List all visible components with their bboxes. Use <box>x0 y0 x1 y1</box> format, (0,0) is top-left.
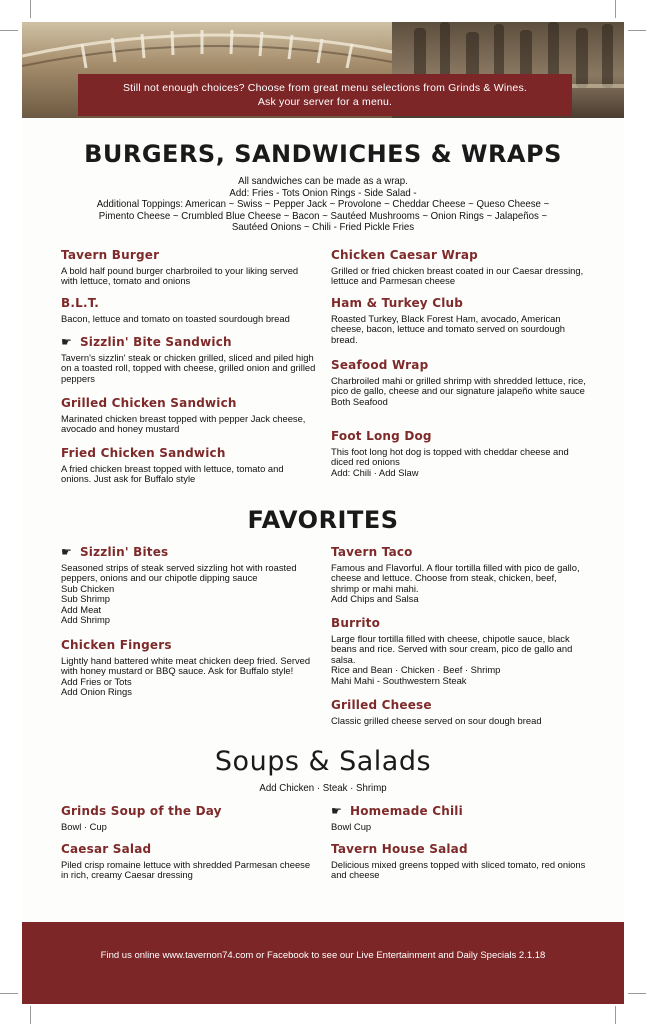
item-name: Sizzlin' Bite Sandwich <box>79 335 232 349</box>
banner-line: Still not enough choices? Choose from great menu selections from Grinds & Wines. <box>122 82 528 94</box>
header-photo <box>22 22 624 118</box>
banner-line: Ask your server for a menu. <box>257 96 393 108</box>
item-name: Grinds Soup of the Day <box>61 804 222 818</box>
menu-item-fried-chicken-sandwich <box>61 446 316 485</box>
menu-item-grilled-chicken-sandwich <box>61 396 316 435</box>
crop-mark <box>628 30 646 31</box>
menu-item-homemade-chili <box>331 804 586 832</box>
item-description: Delicious mixed greens topped with sliced tomato, red onions and cheese <box>331 859 586 881</box>
favorites-section-title: FAVORITES <box>247 506 399 534</box>
item-name: Seafood Wrap <box>331 358 429 372</box>
crop-mark <box>30 1006 31 1024</box>
menu-item-sizzlin-bite-sandwich <box>61 335 316 384</box>
item-name: Fried Chicken Sandwich <box>61 446 226 460</box>
item-name: Tavern Taco <box>331 545 413 559</box>
pointing-hand-icon: ☛ <box>61 545 72 559</box>
item-name: Homemade Chili <box>349 804 463 818</box>
pointing-hand-icon: ☛ <box>331 804 342 818</box>
menu-item-grilled-cheese <box>331 698 586 726</box>
item-description: Seasoned strips of steak served sizzling hot with roasted peppers, onions and our chipotle dipping sauce <box>61 562 297 584</box>
grinds-wines-banner <box>78 74 572 116</box>
footer-bar <box>22 922 624 1004</box>
item-option: Sub Shrimp <box>61 593 110 605</box>
item-option: Mahi Mahi - Southwestern Steak <box>331 674 467 686</box>
item-name: B.L.T. <box>61 296 100 310</box>
item-name: Chicken Caesar Wrap <box>331 248 478 262</box>
menu-item-burrito <box>331 616 586 686</box>
item-option: Add Meat <box>61 603 102 615</box>
note-line: Add: Fries - Tots Onion Rings - Side Salad - <box>229 186 417 199</box>
item-description: Bacon, lettuce and tomato on toasted sourdough bread <box>61 313 290 324</box>
item-description: This foot long hot dog is topped with cheddar cheese and diced red onions <box>331 446 569 468</box>
item-description: Lightly hand battered white meat chicken deep fried. Served with honey mustard or BBQ sauce. Ask for Buffalo style! <box>61 655 311 677</box>
footer-text: Find us online www.tavernon74.com or Facebook to see our Live Entertainment and Daily Specials 2.1.18 <box>100 950 546 961</box>
crop-mark <box>0 993 18 994</box>
menu-item-sizzlin-bites <box>61 545 316 625</box>
menu-item-foot-long-dog <box>331 429 586 478</box>
note-line: All sandwiches can be made as a wrap. <box>238 175 408 187</box>
menu-item-ham-turkey-club <box>331 296 586 345</box>
item-description: A fried chicken breast topped with lettuce, tomato and onions. Just ask for Buffalo style <box>61 463 284 485</box>
item-name: Ham & Turkey Club <box>331 296 464 310</box>
item-name: Burrito <box>331 616 381 630</box>
item-option: Add Shrimp <box>61 614 110 626</box>
note-line: Additional Toppings: American ~ Swiss ~ Pepper Jack ~ Provolone ~ Cheddar Cheese ~ Queso Cheese ~ <box>96 198 550 211</box>
menu-item-tavern-house-salad <box>331 842 586 881</box>
item-name: Tavern House Salad <box>331 842 468 856</box>
item-description: A bold half pound burger charbroiled to your liking served with lettuce, tomato and onions <box>61 265 299 287</box>
item-option: Bowl · Cup <box>61 821 107 832</box>
crop-mark <box>615 1006 616 1024</box>
pointing-hand-icon: ☛ <box>61 335 72 349</box>
item-description: Piled crisp romaine lettuce with shredded Parmesan cheese in rich, creamy Caesar dressing <box>61 859 311 881</box>
menu-item-seafood-wrap <box>331 358 586 407</box>
item-option: Rice and Bean · Chicken · Beef · Shrimp <box>331 664 501 676</box>
item-description: Tavern's sizzlin' steak or chicken grilled, sliced and piled high on a toasted roll, topped with cheese, grilled onion and grilled peppers <box>61 352 316 384</box>
menu-item-chicken-fingers <box>61 638 316 698</box>
note-line: Pimento Cheese ~ Crumbled Blue Cheese ~ Bacon ~ Sautéed Mushrooms ~ Onion Rings ~ Jalapeños ~ <box>98 209 548 222</box>
item-option: Both Seafood <box>331 395 388 407</box>
menu-item-tavern-taco <box>331 545 586 605</box>
menu-item-caesar-salad <box>61 842 316 881</box>
item-name: Sizzlin' Bites <box>79 545 169 559</box>
menu-item-blt <box>61 296 316 324</box>
menu-page <box>22 22 624 1004</box>
item-description: Charbroiled mahi or grilled shrimp with shredded lettuce, rice, pico de gallo, cheese and our signature jalapeño white sauce <box>331 375 586 397</box>
item-description: Classic grilled cheese served on sour dough bread <box>331 715 542 726</box>
crop-mark <box>615 0 616 18</box>
item-description: Marinated chicken breast topped with pepper Jack cheese, avocado and honey mustard <box>61 413 306 435</box>
item-name-heading <box>331 804 586 819</box>
soups-note: Add Chicken · Steak · Shrimp <box>259 782 387 794</box>
item-name: Grilled Chicken Sandwich <box>61 396 237 410</box>
item-option: Add Onion Rings <box>61 686 132 698</box>
menu-item-grinds-soup <box>61 804 316 832</box>
note-line: Sautéed Onions ~ Chili - Fried Pickle Fries <box>231 221 415 234</box>
item-description: Grilled or fried chicken breast coated in our Caesar dressing, lettuce and Parmesan cheese <box>331 265 584 287</box>
item-option: Add: Chili · Add Slaw <box>331 466 419 478</box>
item-name-heading <box>61 335 316 350</box>
item-option: Add Fries or Tots <box>61 675 132 687</box>
item-name: Foot Long Dog <box>331 429 432 443</box>
item-option: Bowl Cup <box>331 821 372 832</box>
item-description: Famous and Flavorful. A flour tortilla filled with pico de gallo, cheese and lettuce. Choose from steak, chicken, beef, shrimp or mahi mahi. <box>331 562 580 594</box>
burgers-section-title: BURGERS, SANDWICHES & WRAPS <box>84 140 562 168</box>
item-name: Grilled Cheese <box>331 698 432 712</box>
burgers-notes <box>64 176 581 234</box>
crop-mark <box>0 30 18 31</box>
item-option: Add Chips and Salsa <box>331 593 419 605</box>
item-name-heading <box>61 545 316 560</box>
soups-section-title: Soups & Salads <box>214 746 432 777</box>
item-option: Sub Chicken <box>61 582 115 594</box>
crop-mark <box>30 0 31 18</box>
menu-item-chicken-caesar-wrap <box>331 248 586 287</box>
crop-mark <box>628 993 646 994</box>
item-name: Caesar Salad <box>61 842 152 856</box>
item-description: Roasted Turkey, Black Forest Ham, avocado, American cheese, bacon, lettuce and tomato served on sourdough bread. <box>331 313 566 345</box>
item-description: Large flour tortilla filled with cheese, chipotle sauce, black beans and rice. Served with sour cream, pico de gallo and salsa. <box>331 633 573 665</box>
menu-item-tavern-burger <box>61 248 316 287</box>
item-name: Tavern Burger <box>61 248 160 262</box>
item-name: Chicken Fingers <box>61 638 172 652</box>
